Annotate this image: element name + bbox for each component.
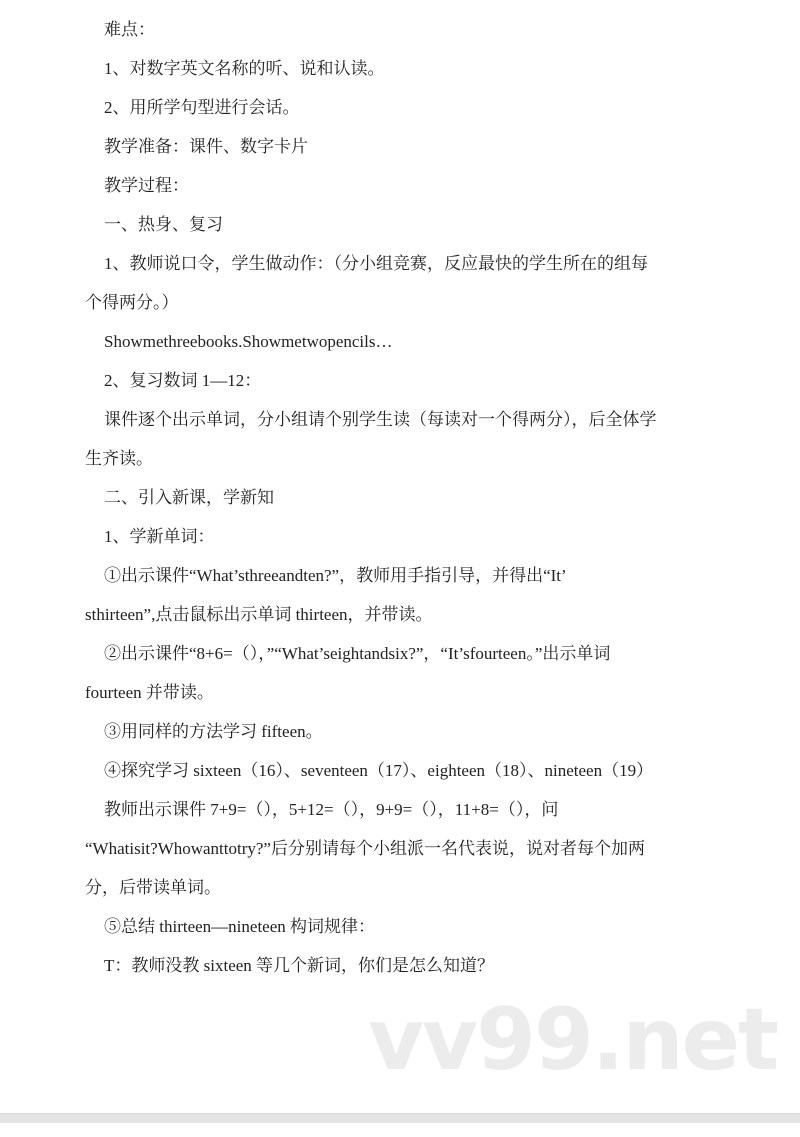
text-line: ④探究学习 sixteen（16）、seventeen（17）、eighteen（18）、nineteen（19） — [104, 761, 654, 780]
text-line: 1、学新单词： — [104, 527, 215, 546]
text-line: 分，后带读单词。 — [85, 878, 221, 897]
next-page — [0, 1123, 800, 1137]
text-line: ③用同样的方法学习 fifteen。 — [104, 722, 323, 741]
text-line: sthirteen”,点击鼠标出示单词 thirteen，并带读。 — [85, 605, 433, 624]
text-line: 教学过程： — [104, 176, 189, 195]
text-line: 1、教师说口令，学生做动作：（分小组竞赛，反应最快的学生所在的组每 — [104, 254, 648, 273]
text-line: 二、引入新课，学新知 — [104, 488, 274, 507]
text-line: ②出示课件“8+6=（），”“What’seightandsix?”，“It’sfourteen。”出示单词 — [104, 644, 611, 663]
text-line: “Whatisit?Whowanttotry?”后分别请每个小组派一名代表说，说对者每个加两 — [85, 839, 645, 858]
watermark: vv99.net — [368, 990, 778, 1090]
text-line: ⑤总结 thirteen—nineteen 构词规律： — [104, 917, 376, 936]
text-line: 课件逐个出示单词，分小组请个别学生读（每读对一个得两分），后全体学 — [104, 410, 657, 429]
text-line: fourteen 并带读。 — [85, 683, 214, 702]
text-line: ①出示课件“What’sthreeandten?”，教师用手指引导，并得出“It’ — [104, 566, 567, 585]
text-line: 一、热身、复习 — [104, 215, 223, 234]
text-line: 2、用所学句型进行会话。 — [104, 98, 300, 117]
text-line: Showmethreebooks.Showmetwopencils… — [104, 332, 393, 351]
text-line: 生齐读。 — [85, 449, 153, 468]
text-line: 教学准备：课件、数字卡片 — [104, 137, 308, 156]
text-line: 教师出示课件 7+9=（），5+12=（），9+9=（），11+8=（），问 — [104, 800, 559, 819]
text-line: 2、复习数词 1—12： — [104, 371, 262, 390]
text-line: 个得两分。） — [85, 293, 179, 312]
text-line: 1、对数字英文名称的听、说和认读。 — [104, 59, 385, 78]
text-line: 难点： — [104, 20, 155, 39]
text-line: T：教师没教 sixteen 等几个新词，你们是怎么知道？ — [104, 956, 495, 975]
